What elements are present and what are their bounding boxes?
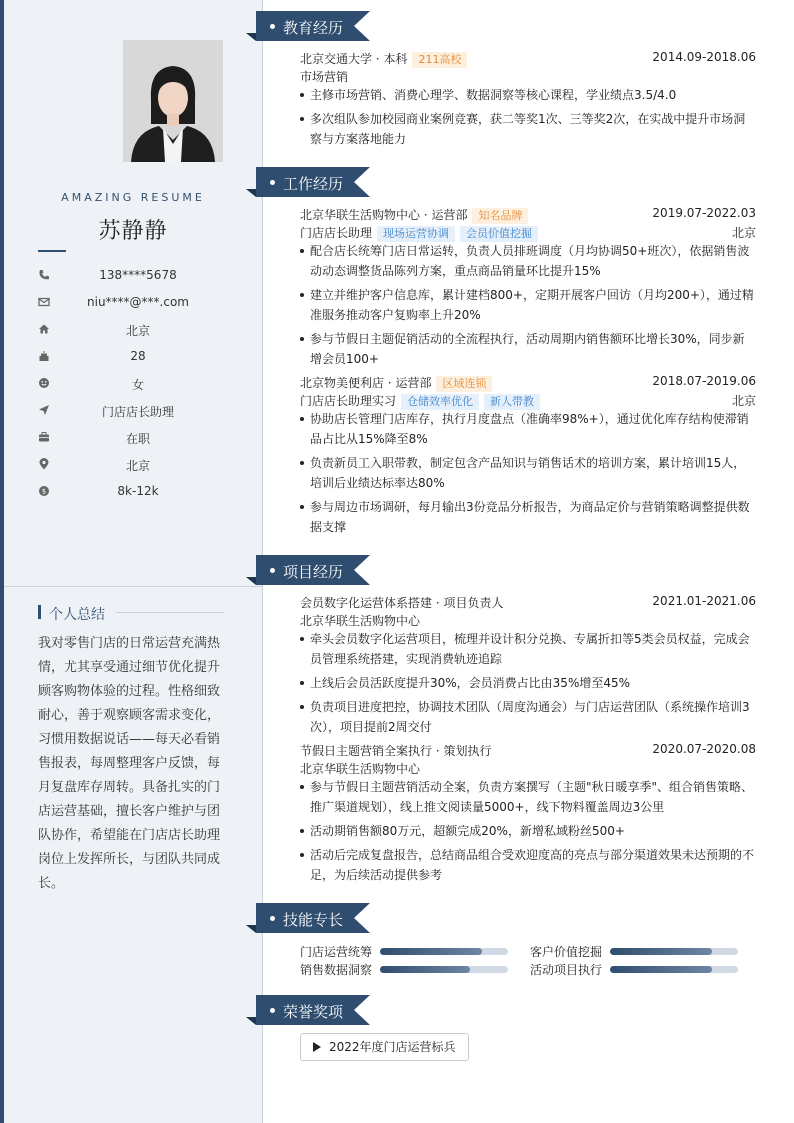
info-location: [38, 455, 224, 475]
project-bullet: 上线后会员活跃度提升30%，会员消费占比由35%增至45%: [300, 673, 756, 693]
skill-name: 门店运营统筹: [300, 945, 373, 959]
email-icon: [38, 296, 50, 308]
sidebar: [0, 0, 263, 1123]
info-status: [38, 428, 224, 448]
skill-track: [380, 966, 508, 973]
section-title: 工作经历: [283, 175, 344, 193]
education-school: 北京交通大学 · 本科: [300, 52, 408, 66]
skill-level-bar: [380, 948, 482, 955]
education-major: 市场营销: [300, 70, 349, 84]
cake-icon: [38, 350, 50, 362]
info-age: [38, 347, 224, 367]
work-tag: 区域连锁: [436, 376, 492, 392]
work-company: 北京物美便利店 · 运营部: [300, 376, 432, 390]
info-phone: [38, 266, 224, 286]
project-org-row: [300, 612, 756, 630]
section-dot: [270, 1008, 275, 1013]
skill-track: [610, 948, 738, 955]
skill-name: 销售数据洞察: [300, 963, 373, 977]
work-bullet: 配合店长统筹门店日常运转，负责人员排班调度（月均协调50+班次），依据销售波动动态调整货品陈列方案，重点商品销量环比提升15%: [300, 241, 756, 281]
info-gender: [38, 374, 224, 394]
work-tag: 知名品牌: [472, 208, 528, 224]
work-date: 2019.07-2022.03: [652, 206, 756, 220]
work-company: 北京华联生活购物中心 · 运营部: [300, 208, 468, 222]
skill-track: [380, 948, 508, 955]
info-value: niu****@***.com: [87, 295, 189, 309]
work-role-row: [300, 224, 756, 242]
summary-title: 个人总结: [49, 607, 105, 623]
work-bullet: 参与周边市场调研，每月输出3份竞品分析报告，为商品定价与营销策略调整提供数据支撑: [300, 497, 756, 537]
sidebar-accent-bar: [0, 0, 4, 1123]
summary-heading-bar: [38, 605, 41, 619]
work-bullet: 协助店长管理门店库存，执行月度盘点（准确率98%+），通过优化库存结构使滞销品占比从15%降至8%: [300, 409, 756, 449]
skill-level-bar: [610, 966, 712, 973]
education-date: 2014.09-2018.06: [652, 50, 756, 64]
info-value: 门店店长助理: [101, 405, 174, 419]
work-header: [300, 206, 756, 224]
role-tag: 新人带教: [484, 394, 540, 410]
work-city: 北京: [731, 394, 756, 408]
work-city: 北京: [731, 226, 756, 240]
section-header-work: [246, 167, 371, 197]
play-icon: [313, 1042, 321, 1052]
project-org: 北京华联生活购物中心: [300, 762, 421, 776]
education-bullet: 多次组队参加校园商业案例竞赛，获二等奖1次、三等奖2次，在实战中提升市场洞察与方案落地能力: [300, 109, 756, 149]
project-org: 北京华联生活购物中心: [300, 614, 421, 628]
role-tag: 会员价值挖掘: [460, 226, 538, 242]
project-bullet: 参与节假日主题营销活动全案，负责方案撰写（主题"秋日暖享季"、组合销售策略、推广渠道规划），线上推文阅读量5000+，线下物料覆盖周边3公里: [300, 777, 756, 817]
work-role: 门店店长助理: [300, 226, 373, 240]
section-dot: [270, 568, 275, 573]
project-org-row: [300, 760, 756, 778]
profile-photo: [123, 40, 223, 162]
project-title: 会员数字化运营体系搭建 · 项目负责人: [300, 596, 504, 610]
summary-heading-line: [116, 612, 224, 613]
work-bullet: 参与节假日主题促销活动的全流程执行，活动周期内销售额环比增长30%，同步新增会员100+: [300, 329, 756, 369]
smile-icon: [38, 377, 50, 389]
info-value: 8k-12k: [117, 484, 159, 498]
info-salary: [38, 482, 224, 502]
money-icon: [38, 485, 50, 497]
skill-item: [530, 961, 738, 975]
skill-item: [300, 961, 508, 975]
info-value: 28: [130, 349, 146, 363]
section-title: 项目经历: [283, 563, 344, 581]
briefcase-icon: [38, 431, 50, 443]
summary-text: 我对零售门店的日常运营充满热情，尤其享受通过细节优化提升顾客购物体验的过程。性格细致耐心，善于观察顾客需求变化，习惯用数据说话——每天必看销售报表，每周整理客户反馈，每月复盘库存周转。具备扎实的门店运营基础，擅长客户维护与团队协作，希望能在门店店长助理岗位上发挥所长，与团队共同成长。: [38, 636, 221, 891]
skill-level-bar: [380, 966, 470, 973]
project-header: [300, 742, 756, 760]
work-bullet: 负责新员工入职带教，制定包含产品知识与销售话术的培训方案，累计培训15人，培训后业绩达标率达80%: [300, 453, 756, 493]
svg-text:$: $: [41, 487, 47, 496]
role-tag: 仓储效率优化: [401, 394, 479, 410]
role-tag: 现场运营协调: [377, 226, 455, 242]
skill-item: [530, 943, 738, 957]
skill-name: 活动项目执行: [530, 963, 603, 977]
skill-name: 客户价值挖掘: [530, 945, 603, 959]
work-bullet: 建立并维护客户信息库，累计建档800+，定期开展客户回访（月均200+），通过精准服务推动客户复购率上升20%: [300, 285, 756, 325]
project-date: 2021.01-2021.06: [652, 594, 756, 608]
project-bullet: 牵头会员数字化运营项目，梳理并设计积分兑换、专属折扣等5类会员权益，完成会员管理系统搭建，实现消费轨迹追踪: [300, 629, 756, 669]
section-header-projects: [246, 555, 371, 585]
education-bullet: 主修市场营销、消费心理学、数据洞察等核心课程，学业绩点3.5/4.0: [300, 85, 756, 105]
work-date: 2018.07-2019.06: [652, 374, 756, 388]
skill-item: [300, 943, 508, 957]
info-value: 138****5678: [99, 268, 177, 282]
work-role-row: [300, 392, 756, 410]
award-text: 2022年度门店运营标兵: [329, 1040, 456, 1054]
section-dot: [270, 24, 275, 29]
project-header: [300, 594, 756, 612]
resume-banner: AMAZING RESUME: [61, 191, 205, 204]
work-header: [300, 374, 756, 392]
project-date: 2020.07-2020.08: [652, 742, 756, 756]
location-pin-icon: [38, 458, 50, 470]
info-value: 在职: [125, 432, 150, 446]
education-major-row: [300, 68, 756, 86]
section-title: 荣誉奖项: [283, 1003, 344, 1021]
candidate-name: 苏静静: [98, 219, 168, 244]
skill-track: [610, 966, 738, 973]
info-value: 北京: [125, 459, 150, 473]
section-dot: [270, 180, 275, 185]
summary-heading: [38, 603, 224, 623]
section-header-skills: [246, 903, 371, 933]
education-tag: 211高校: [412, 52, 467, 68]
section-title: 教育经历: [283, 19, 344, 37]
project-bullet: 负责项目进度把控，协调技术团队（周度沟通会）与门店运营团队（系统操作培训3次），项目提前2周交付: [300, 697, 756, 737]
info-email: [38, 293, 224, 313]
section-header-education: [246, 11, 371, 41]
name-underline: [38, 250, 66, 252]
project-bullet: 活动后完成复盘报告，总结商品组合受欢迎度高的亮点与部分渠道效果未达预期的不足，为后续活动提供参考: [300, 845, 756, 885]
section-dot: [270, 916, 275, 921]
phone-icon: [38, 269, 50, 281]
skill-level-bar: [610, 948, 712, 955]
info-value: 北京: [125, 324, 150, 338]
sidebar-divider: [4, 586, 262, 587]
award-badge: [300, 1033, 469, 1061]
info-home: [38, 320, 224, 340]
info-position: [38, 401, 224, 421]
home-icon: [38, 323, 50, 335]
section-header-awards: [246, 995, 371, 1025]
send-icon: [38, 404, 50, 416]
education-header: [300, 50, 756, 68]
info-value: 女: [131, 378, 144, 392]
project-bullet: 活动期销售额80万元，超额完成20%，新增私域粉丝500+: [300, 821, 756, 841]
project-title: 节假日主题营销全案执行 · 策划执行: [300, 744, 492, 758]
section-title: 技能专长: [283, 911, 344, 929]
work-role: 门店店长助理实习: [300, 394, 397, 408]
